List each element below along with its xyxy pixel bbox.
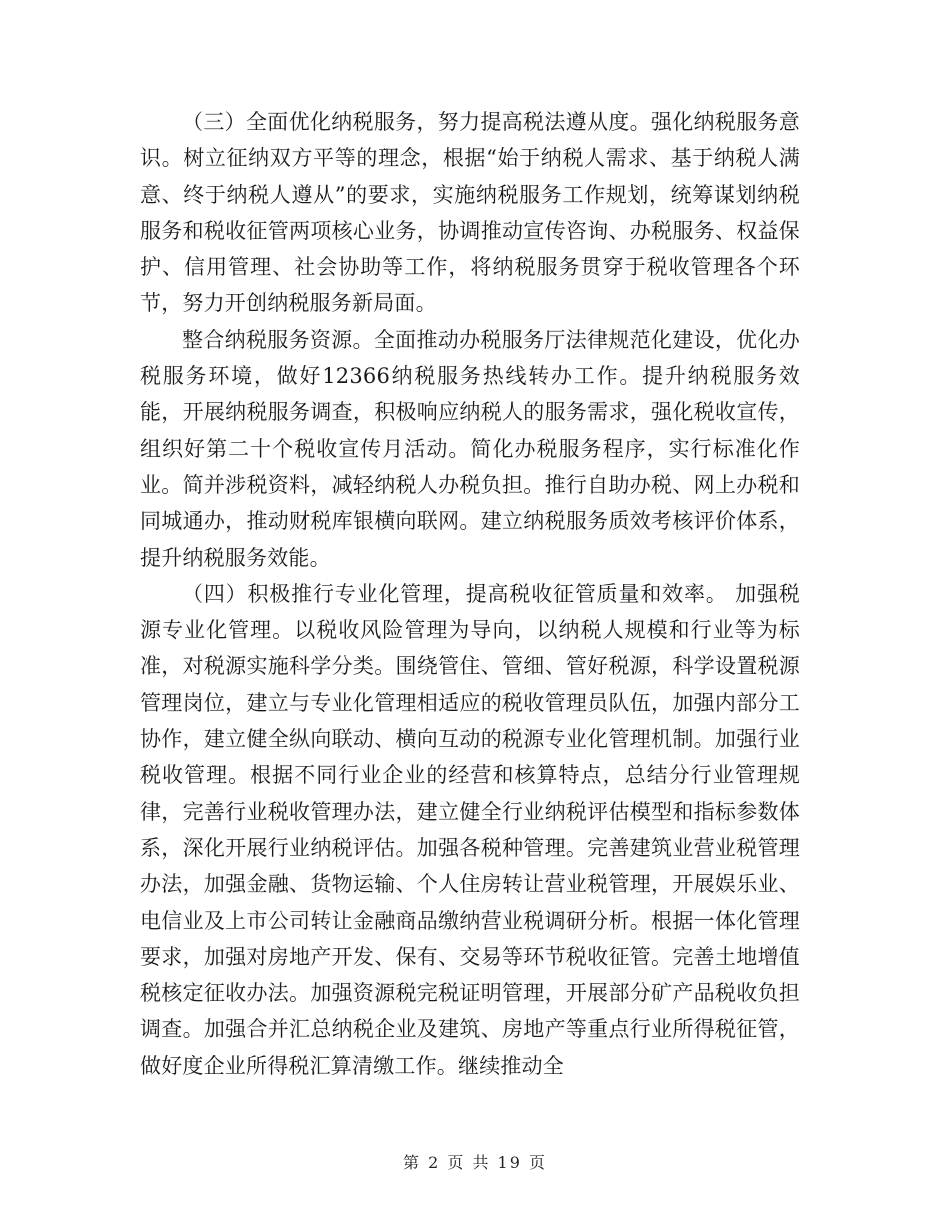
document-body bbox=[140, 104, 800, 1084]
paragraph-optimize-tax-service: （三）全面优化纳税服务，努力提高税法遵从度。强化纳税服务意识。树立征纳双方平等的理念，根据“始于纳税人需求、基于纳税人满意、终于纳税人遵从”的要求，实施纳税服务工作规划，统筹谋划纳税服务和税收征管两项核心业务，协调推动宣传咨询、办税服务、权益保护、信用管理、社会协助等工作，将纳税服务贯穿于税收管理各个环节，努力开创纳税服务新局面。 bbox=[140, 110, 800, 316]
page-footer: 第 2 页 共 19 页 bbox=[403, 1153, 547, 1172]
paragraph-specialized-management: （四）积极推行专业化管理，提高税收征管质量和效率。 加强税源专业化管理。以税收风险管理为导向，以纳税人规模和行业等为标准，对税源实施科学分类。围绕管住、管细、管好税源，科学设置税源管理岗位，建立与专业化管理相适应的税收管理员队伍，加强内部分工协作，建立健全纵向联动、横向互动的税源专业化管理机制。加强行业税收管理。根据不同行业企业的经营和核算特点，总结分行业管理规律，完善行业税收管理办法，建立健全行业纳税评估模型和指标参数体系，深化开展行业纳税评估。加强各税种管理。完善建筑业营业税管理办法，加强金融、货物运输、个人住房转让营业税管理，开展娱乐业、电信业及上市公司转让金融商品缴纳营业税调研分析。根据一体化管理要求，加强对房地产开发、保有、交易等环节税收征管。完善土地增值税核定征收办法。加强资源税完税证明管理，开展部分矿产品税收负担调查。加强合并汇总纳税企业及建筑、房地产等重点行业所得税征管，做好度企业所得税汇算清缴工作。继续推动全 bbox=[140, 581, 800, 1078]
paragraph-integrate-service-resources: 整合纳税服务资源。全面推动办税服务厅法律规范化建设，优化办税服务环境，做好12366纳税服务热线转办工作。提升纳税服务效能，开展纳税服务调查，积极响应纳税人的服务需求，强化税收宣传，组织好第二十个税收宣传月活动。简化办税服务程序，实行标准化作业。简并涉税资料，减轻纳税人办税负担。推行自助办税、网上办税和同城通办，推动财税库银横向联网。建立纳税服务质效考核评价体系，提升纳税服务效能。 bbox=[140, 327, 800, 570]
